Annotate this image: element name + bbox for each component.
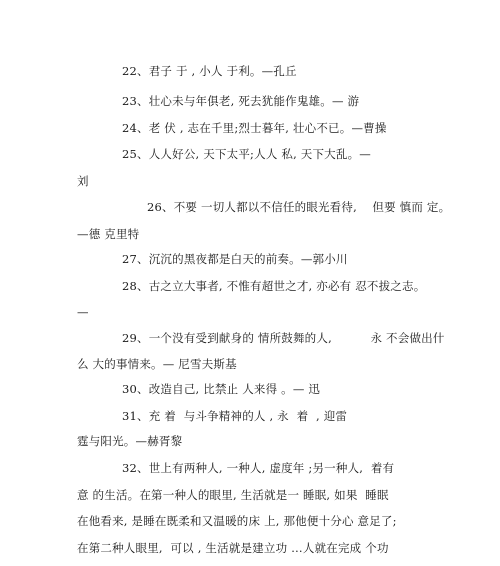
quote-29-line: 29、一个没有受到献身的 情所鼓舞的人, 永 不会做出什	[122, 331, 445, 345]
quote-24-line: 24、老 伏 , 志在千里;烈士暮年, 壮心不已。—曹操	[122, 121, 387, 135]
quote-23-line: 23、壮心未与年俱老, 死去犹能作鬼雄。— 游	[122, 94, 360, 108]
quote-32-cont-line-3: 在第二种人眼里, 可以 , 生活就是建立功 …人就在完成 个功	[77, 541, 389, 555]
quote-27-line: 27、沉沉的黑夜都是白天的前奏。—郭小川	[122, 252, 348, 266]
quote-29-cont-line: 么 大的事情来。— 尼雪夫斯基	[77, 357, 237, 371]
quote-28-author-line: —	[77, 305, 89, 319]
quote-32-cont-line-1: 意 的生活。在第一种人的眼里, 生活就是一 睡眠, 如果 睡眠	[77, 488, 389, 502]
quote-28-line: 28、古之立大事者, 不惟有超世之才, 亦必有 忍不拔之志。	[122, 279, 426, 293]
quote-31-line: 31、充 着 与斗争精神的人 , 永 着 , 迎雷	[122, 409, 348, 423]
quote-30-line: 30、改造自己, 比禁止 人来得 。— 迅	[122, 382, 321, 396]
quote-32-line: 32、世上有两种人, 一种人, 虚度年 ;另一种人, 着有	[122, 461, 395, 475]
quote-25-author-line: 刘	[77, 174, 89, 188]
quote-32-cont-line-2: 在他看来, 是睡在既柔和又温暖的床 上, 那他便十分心 意足了;	[77, 514, 397, 528]
quote-25-line: 25、人人好公, 天下太平;人人 私, 天下大乱。—	[122, 147, 371, 161]
quote-31-cont-line: 霆与阳光。—赫胥黎	[77, 434, 183, 448]
quote-22-line: 22、君子 于 , 小人 于利。—孔丘	[122, 64, 297, 78]
quote-26-line: 26、不要 一切人都以不信任的眼光看待, 但要 慎而 定。	[147, 200, 451, 214]
quote-26-author-line: —德 克里特	[77, 227, 140, 241]
